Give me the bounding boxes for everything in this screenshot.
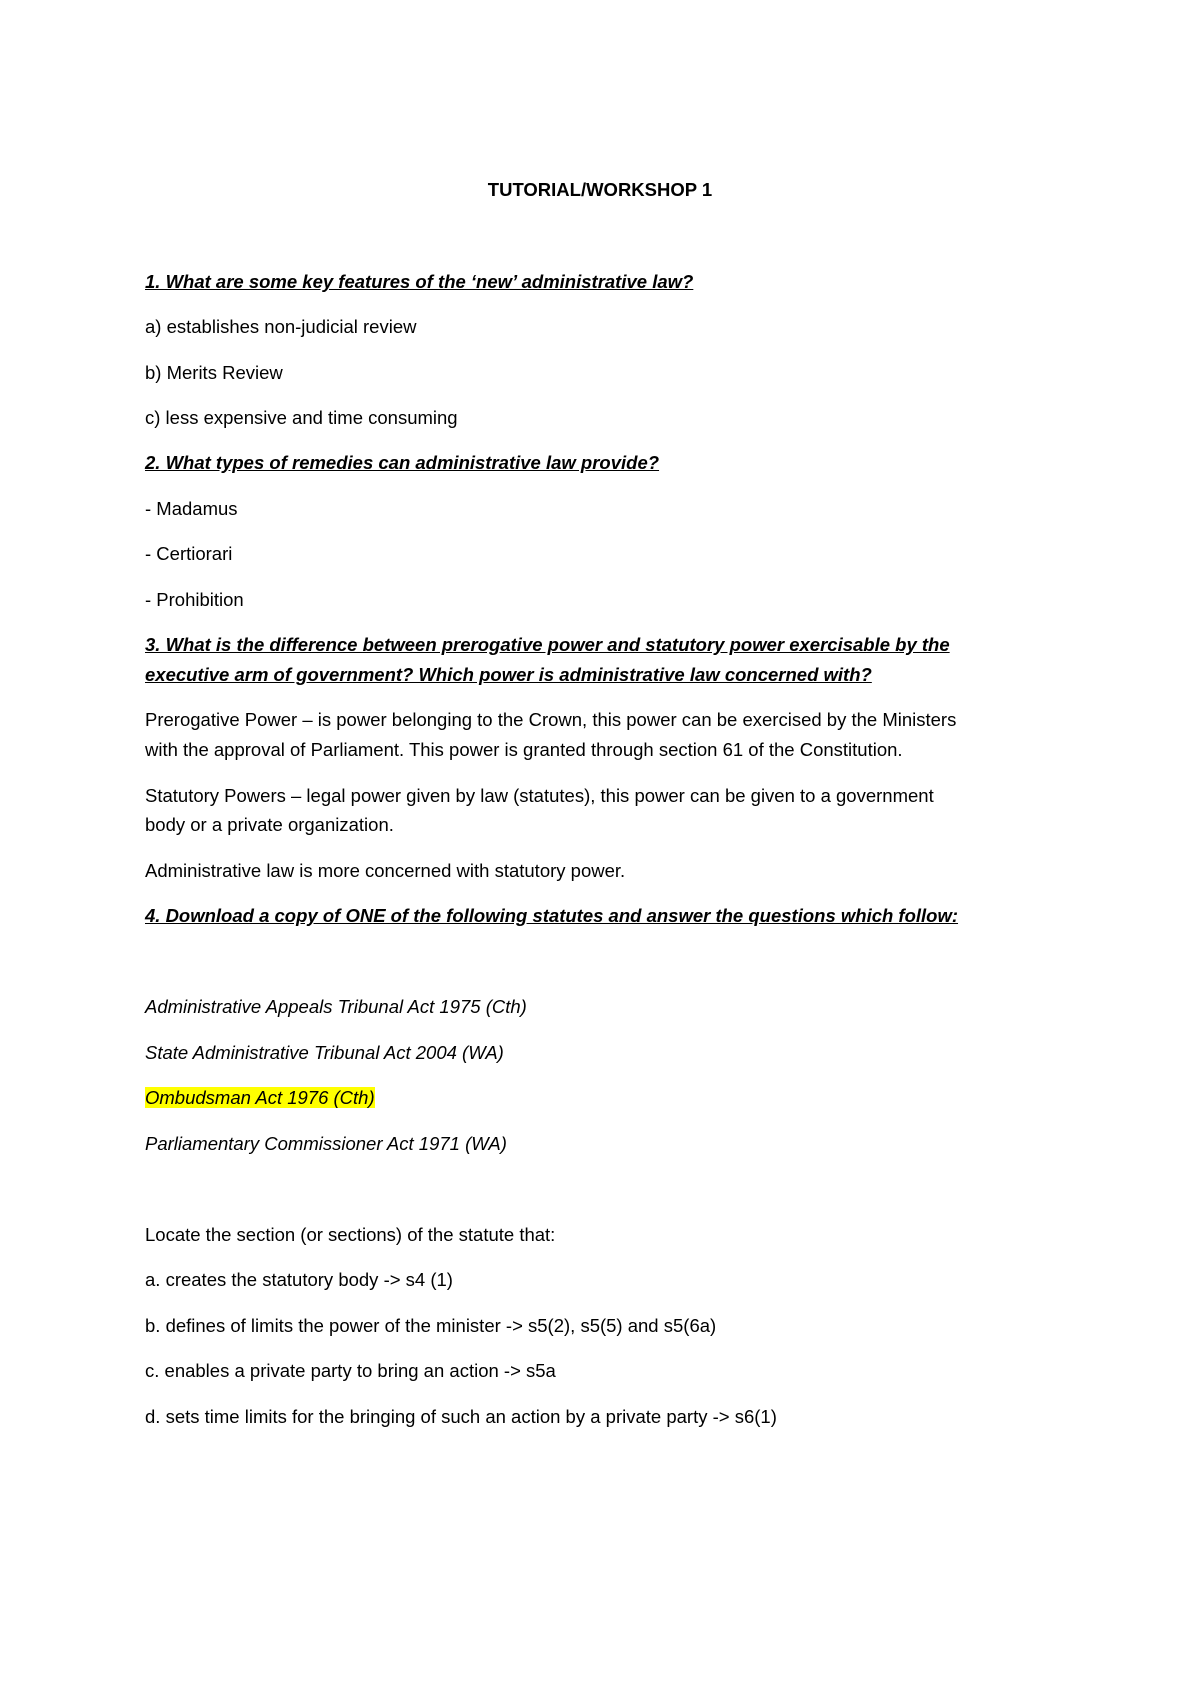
locate-item-b: b. defines of limits the power of the minister -> s5(2), s5(5) and s5(6a) bbox=[145, 1315, 717, 1336]
question-3-line-1: 3. What is the difference between prerogative power and statutory power exercisable by the bbox=[145, 634, 950, 655]
question-1: 1. What are some key features of the ‘new’ administrative law? bbox=[145, 271, 694, 292]
page-title: TUTORIAL/WORKSHOP 1 bbox=[487, 179, 713, 200]
q2-remedy-2: - Certiorari bbox=[145, 543, 233, 564]
question-4: 4. Download a copy of ONE of the following statutes and answer the questions which follow: bbox=[145, 905, 959, 926]
q2-remedy-1: - Madamus bbox=[145, 498, 238, 519]
statute-item: State Administrative Tribunal Act 2004 (WA) bbox=[145, 1042, 504, 1063]
locate-item-a: a. creates the statutory body -> s4 (1) bbox=[145, 1269, 453, 1290]
statute-item: Parliamentary Commissioner Act 1971 (WA) bbox=[145, 1133, 507, 1154]
locate-item-d: d. sets time limits for the bringing of such an action by a private party -> s6(1) bbox=[145, 1406, 777, 1427]
question-3-line-2: executive arm of government? Which power is administrative law concerned with? bbox=[145, 664, 872, 685]
statutory-powers-line-1: Statutory Powers – legal power given by law (statutes), this power can be given to a government bbox=[145, 785, 934, 806]
statute-item: Administrative Appeals Tribunal Act 1975 (Cth) bbox=[145, 996, 527, 1017]
prerogative-power-line-2: with the approval of Parliament. This power is granted through section 61 of the Constitution. bbox=[145, 739, 903, 760]
statutory-powers-line-2: body or a private organization. bbox=[145, 814, 394, 835]
locate-item-c: c. enables a private party to bring an action -> s5a bbox=[145, 1360, 556, 1381]
q2-remedy-3: - Prohibition bbox=[145, 589, 244, 610]
q1-answer-b: b) Merits Review bbox=[145, 362, 283, 383]
highlighted-statute: Ombudsman Act 1976 (Cth) bbox=[145, 1087, 375, 1108]
question-2: 2. What types of remedies can administrative law provide? bbox=[145, 452, 660, 473]
q1-answer-c: c) less expensive and time consuming bbox=[145, 407, 458, 428]
locate-intro: Locate the section (or sections) of the statute that: bbox=[145, 1224, 556, 1245]
q3-conclusion: Administrative law is more concerned with statutory power. bbox=[145, 860, 626, 881]
q1-answer-a: a) establishes non-judicial review bbox=[145, 316, 417, 337]
statute-item-highlighted bbox=[145, 1086, 375, 1110]
prerogative-power-line-1: Prerogative Power – is power belonging to the Crown, this power can be exercised by the Ministers bbox=[145, 709, 957, 730]
